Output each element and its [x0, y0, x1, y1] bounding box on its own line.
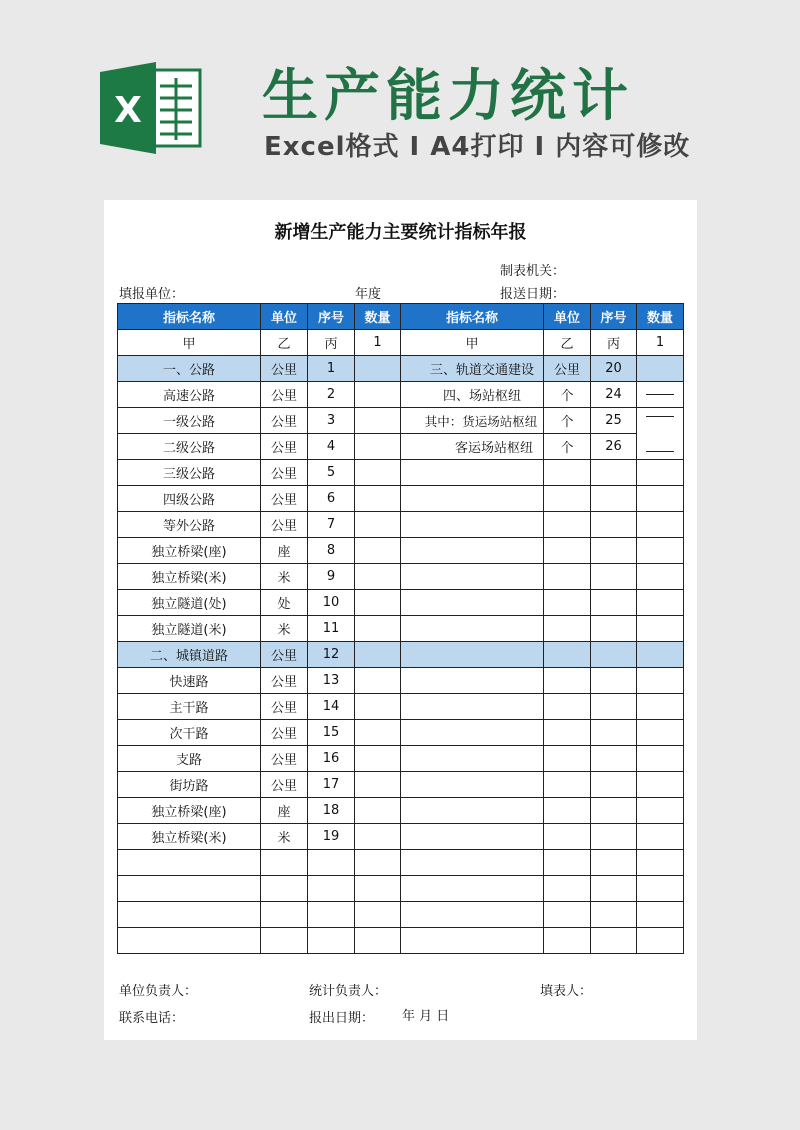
- serial-cell: 15: [308, 720, 355, 746]
- serial-cell: 16: [308, 746, 355, 772]
- unit-cell: 公里: [261, 460, 308, 486]
- empty-cell: [544, 460, 591, 486]
- empty-cell: [308, 902, 355, 928]
- empty-cell: [401, 876, 544, 902]
- table-row: [118, 512, 684, 538]
- indicator-name: 一级公路: [118, 408, 261, 434]
- table-row: [118, 720, 684, 746]
- indicator-name: 独立桥梁(座): [118, 798, 261, 824]
- empty-cell: [591, 902, 637, 928]
- empty-cell: [591, 486, 637, 512]
- table-row: [118, 772, 684, 798]
- table-row: [118, 694, 684, 720]
- empty-cell: [401, 798, 544, 824]
- serial-cell: 12: [308, 642, 355, 668]
- unit-cell: 公里: [261, 720, 308, 746]
- empty-cell: [591, 772, 637, 798]
- empty-cell: [637, 694, 684, 720]
- unit-cell: 米: [261, 616, 308, 642]
- table-row: [118, 746, 684, 772]
- empty-cell: [591, 850, 637, 876]
- empty-cell: [544, 720, 591, 746]
- empty-cell: [591, 642, 637, 668]
- serial-cell: 18: [308, 798, 355, 824]
- empty-cell: [544, 512, 591, 538]
- empty-cell: [637, 720, 684, 746]
- empty-cell: [591, 746, 637, 772]
- quantity-cell: [355, 590, 401, 616]
- empty-cell: [544, 928, 591, 954]
- empty-cell: [118, 850, 261, 876]
- unit-cell: 公里: [261, 356, 308, 382]
- indicator-name: 等外公路: [118, 512, 261, 538]
- serial-cell: 6: [308, 486, 355, 512]
- empty-cell: [591, 668, 637, 694]
- serial-cell: 7: [308, 512, 355, 538]
- empty-cell: [591, 876, 637, 902]
- empty-cell: [544, 486, 591, 512]
- table-row: [118, 902, 684, 928]
- submit-date-label: 报出日期：: [309, 1011, 375, 1026]
- empty-cell: [401, 512, 544, 538]
- empty-cell: [544, 746, 591, 772]
- empty-cell: [401, 564, 544, 590]
- empty-cell: [261, 850, 308, 876]
- quantity-cell: [355, 772, 401, 798]
- serial-cell: 2: [308, 382, 355, 408]
- dash-mark: [646, 416, 674, 417]
- unit-cell: 座: [261, 798, 308, 824]
- empty-cell: [591, 824, 637, 850]
- indicator-name: 三级公路: [118, 460, 261, 486]
- indicator-name: 二级公路: [118, 434, 261, 460]
- statistics-table: [117, 303, 684, 954]
- serial-cell: 10: [308, 590, 355, 616]
- empty-cell: [355, 876, 401, 902]
- empty-cell: [401, 720, 544, 746]
- quantity-cell: [355, 356, 401, 382]
- quantity-cell: [637, 408, 684, 460]
- unit-cell: 公里: [261, 512, 308, 538]
- empty-cell: [591, 564, 637, 590]
- serial-cell: 14: [308, 694, 355, 720]
- empty-cell: [544, 564, 591, 590]
- quantity-cell: [637, 382, 684, 408]
- empty-cell: [591, 590, 637, 616]
- unit-cell: 公里: [261, 382, 308, 408]
- unit-label: 填报单位：: [119, 287, 185, 302]
- indicator-name: 主干路: [118, 694, 261, 720]
- indicator-name: 街坊路: [118, 772, 261, 798]
- empty-cell: [401, 824, 544, 850]
- quantity-cell: [355, 720, 401, 746]
- banner-subtitle: Excel格式 I A4打印 I 内容可修改: [264, 132, 691, 162]
- empty-cell: [544, 590, 591, 616]
- empty-cell: [118, 876, 261, 902]
- table-row: [118, 876, 684, 902]
- unit-cell: 公里: [544, 356, 591, 382]
- unit-cell: 公里: [261, 668, 308, 694]
- serial-cell: 4: [308, 434, 355, 460]
- empty-cell: [544, 538, 591, 564]
- unit-cell: 个: [544, 382, 591, 408]
- empty-cell: [401, 928, 544, 954]
- quantity-cell: [355, 694, 401, 720]
- indicator-name: 高速公路: [118, 382, 261, 408]
- quantity-cell: [355, 564, 401, 590]
- unit-cell: 公里: [261, 486, 308, 512]
- unit-cell: 公里: [261, 434, 308, 460]
- serial-cell: 1: [308, 356, 355, 382]
- phone-label: 联系电话：: [119, 1011, 185, 1026]
- empty-cell: [591, 720, 637, 746]
- empty-cell: [544, 616, 591, 642]
- empty-cell: [401, 616, 544, 642]
- serial-cell: 5: [308, 460, 355, 486]
- empty-cell: [637, 746, 684, 772]
- empty-cell: [308, 876, 355, 902]
- report-sheet: [104, 200, 697, 1040]
- serial-cell: 26: [591, 434, 637, 460]
- dash-mark: [646, 451, 674, 452]
- code-cell: 甲: [118, 330, 261, 356]
- serial-cell: 19: [308, 824, 355, 850]
- code-cell: 乙: [261, 330, 308, 356]
- serial-cell: 13: [308, 668, 355, 694]
- empty-cell: [261, 902, 308, 928]
- code-cell: 1: [355, 330, 401, 356]
- empty-cell: [401, 850, 544, 876]
- serial-cell: 3: [308, 408, 355, 434]
- quantity-cell: [355, 616, 401, 642]
- quantity-cell: [355, 642, 401, 668]
- quantity-cell: [355, 824, 401, 850]
- quantity-cell: [355, 434, 401, 460]
- unit-cell: 公里: [261, 408, 308, 434]
- empty-cell: [544, 902, 591, 928]
- submit-date-format: 年 月 日: [402, 1009, 450, 1024]
- empty-cell: [401, 772, 544, 798]
- empty-cell: [401, 668, 544, 694]
- table-row: [118, 850, 684, 876]
- empty-cell: [637, 824, 684, 850]
- table-row: [118, 928, 684, 954]
- serial-cell: 25: [591, 408, 637, 434]
- header-row: [118, 304, 684, 330]
- document-title: 新增生产能力主要统计指标年报: [274, 222, 527, 243]
- col-header: 单位: [261, 304, 308, 330]
- indicator-name: 二、城镇道路: [118, 642, 261, 668]
- empty-cell: [401, 486, 544, 512]
- table-row: [118, 460, 684, 486]
- empty-cell: [118, 928, 261, 954]
- quantity-cell: [355, 512, 401, 538]
- svg-text:X: X: [114, 90, 142, 131]
- table-row: [118, 590, 684, 616]
- indicator-name: 其中：货运场站枢纽: [401, 408, 544, 434]
- empty-cell: [544, 824, 591, 850]
- table-row: [118, 486, 684, 512]
- code-cell: 乙: [544, 330, 591, 356]
- banner-title: 生产能力统计: [262, 64, 634, 129]
- table-row: [118, 408, 684, 434]
- empty-cell: [591, 694, 637, 720]
- serial-cell: 24: [591, 382, 637, 408]
- quantity-cell: [355, 460, 401, 486]
- indicator-name: 三、轨道交通建设: [401, 356, 544, 382]
- empty-cell: [544, 694, 591, 720]
- indicator-name: 独立隧道(处): [118, 590, 261, 616]
- empty-cell: [355, 850, 401, 876]
- code-row: [118, 330, 684, 356]
- table-row: [118, 668, 684, 694]
- code-cell: 丙: [591, 330, 637, 356]
- table-row: [118, 538, 684, 564]
- unit-cell: 米: [261, 824, 308, 850]
- indicator-name: 独立隧道(米): [118, 616, 261, 642]
- serial-cell: 9: [308, 564, 355, 590]
- unit-cell: 处: [261, 590, 308, 616]
- code-cell: 甲: [401, 330, 544, 356]
- empty-cell: [637, 616, 684, 642]
- indicator-name: 四、场站枢纽: [401, 382, 544, 408]
- table-row: [118, 434, 684, 460]
- empty-cell: [355, 902, 401, 928]
- unit-cell: 个: [544, 434, 591, 460]
- empty-cell: [401, 590, 544, 616]
- empty-cell: [637, 876, 684, 902]
- empty-cell: [637, 668, 684, 694]
- empty-cell: [355, 928, 401, 954]
- indicator-name: 支路: [118, 746, 261, 772]
- report-date-label: 报送日期：: [500, 287, 566, 302]
- empty-cell: [401, 642, 544, 668]
- col-header: 序号: [308, 304, 355, 330]
- indicator-name: 一、公路: [118, 356, 261, 382]
- serial-cell: 8: [308, 538, 355, 564]
- empty-cell: [544, 772, 591, 798]
- empty-cell: [637, 564, 684, 590]
- stat-head-label: 统计负责人：: [309, 984, 388, 999]
- col-header: 指标名称: [401, 304, 544, 330]
- unit-cell: 公里: [261, 694, 308, 720]
- empty-cell: [591, 538, 637, 564]
- quantity-cell: [637, 356, 684, 382]
- quantity-cell: [355, 408, 401, 434]
- table-row: [118, 564, 684, 590]
- unit-cell: 公里: [261, 772, 308, 798]
- serial-cell: 17: [308, 772, 355, 798]
- empty-cell: [637, 850, 684, 876]
- code-cell: 1: [637, 330, 684, 356]
- unit-cell: 公里: [261, 746, 308, 772]
- indicator-name: 快速路: [118, 668, 261, 694]
- empty-cell: [401, 694, 544, 720]
- col-header: 数量: [355, 304, 401, 330]
- empty-cell: [637, 486, 684, 512]
- empty-cell: [637, 590, 684, 616]
- empty-cell: [261, 876, 308, 902]
- unit-cell: 座: [261, 538, 308, 564]
- col-header: 序号: [591, 304, 637, 330]
- empty-cell: [637, 460, 684, 486]
- col-header: 数量: [637, 304, 684, 330]
- empty-cell: [637, 642, 684, 668]
- indicator-name: 四级公路: [118, 486, 261, 512]
- unit-cell: 米: [261, 564, 308, 590]
- empty-cell: [591, 928, 637, 954]
- quantity-cell: [355, 382, 401, 408]
- table-row: [118, 824, 684, 850]
- empty-cell: [637, 928, 684, 954]
- quantity-cell: [355, 746, 401, 772]
- quantity-cell: [355, 668, 401, 694]
- col-header: 单位: [544, 304, 591, 330]
- empty-cell: [637, 902, 684, 928]
- empty-cell: [401, 460, 544, 486]
- empty-cell: [544, 642, 591, 668]
- col-header: 指标名称: [118, 304, 261, 330]
- year-label: 年度: [355, 287, 382, 302]
- table-row: [118, 382, 684, 408]
- indicator-name: 独立桥梁(米): [118, 564, 261, 590]
- quantity-cell: [355, 486, 401, 512]
- excel-icon: [100, 62, 204, 154]
- empty-cell: [401, 538, 544, 564]
- empty-cell: [401, 902, 544, 928]
- empty-cell: [544, 876, 591, 902]
- empty-cell: [591, 512, 637, 538]
- indicator-name: 独立桥梁(米): [118, 824, 261, 850]
- empty-cell: [544, 850, 591, 876]
- empty-cell: [637, 798, 684, 824]
- indicator-name: 独立桥梁(座): [118, 538, 261, 564]
- code-cell: 丙: [308, 330, 355, 356]
- table-row: [118, 642, 684, 668]
- banner: [0, 0, 800, 200]
- preparer-label: 填表人：: [540, 984, 593, 999]
- indicator-name: 客运场站枢纽: [401, 434, 544, 460]
- quantity-cell: [355, 798, 401, 824]
- unit-cell: 公里: [261, 642, 308, 668]
- empty-cell: [591, 616, 637, 642]
- serial-cell: 20: [591, 356, 637, 382]
- empty-cell: [591, 798, 637, 824]
- empty-cell: [544, 668, 591, 694]
- issuer-label: 制表机关：: [500, 264, 566, 279]
- empty-cell: [308, 928, 355, 954]
- empty-cell: [118, 902, 261, 928]
- empty-cell: [544, 798, 591, 824]
- serial-cell: 11: [308, 616, 355, 642]
- empty-cell: [401, 746, 544, 772]
- empty-cell: [261, 928, 308, 954]
- unit-cell: 个: [544, 408, 591, 434]
- table-row: [118, 616, 684, 642]
- quantity-cell: [355, 538, 401, 564]
- empty-cell: [637, 512, 684, 538]
- empty-cell: [308, 850, 355, 876]
- indicator-name: 次干路: [118, 720, 261, 746]
- table-row: [118, 356, 684, 382]
- dash-mark: [646, 394, 674, 395]
- table-row: [118, 798, 684, 824]
- unit-head-label: 单位负责人：: [119, 984, 198, 999]
- empty-cell: [637, 538, 684, 564]
- empty-cell: [637, 772, 684, 798]
- empty-cell: [591, 460, 637, 486]
